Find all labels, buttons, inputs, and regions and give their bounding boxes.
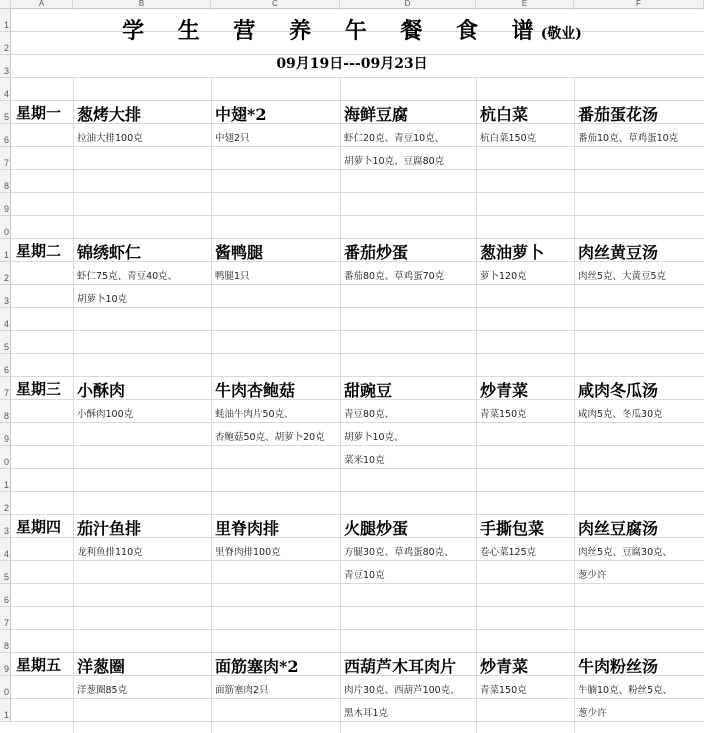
day-label: 星期三 bbox=[16, 380, 62, 398]
dish-ingredients[interactable]: 牛腩10克、粉丝5克、 bbox=[578, 685, 673, 696]
day-label: 星期二 bbox=[16, 242, 62, 260]
grid-row-line bbox=[11, 146, 704, 147]
dish-ingredients[interactable]: 青豆80克、 bbox=[344, 409, 395, 420]
dish-name[interactable]: 手撕包菜 bbox=[480, 519, 545, 538]
dish-name[interactable]: 杭白菜 bbox=[480, 105, 529, 124]
row-header[interactable]: 5 bbox=[0, 561, 11, 584]
grid-row-line bbox=[11, 238, 704, 239]
dish-ingredients[interactable]: 面筋塞肉2只 bbox=[215, 685, 269, 696]
dish-ingredients[interactable]: 葱少许 bbox=[578, 708, 607, 719]
row-header[interactable]: 0 bbox=[0, 676, 11, 699]
grid-row-line bbox=[11, 652, 704, 653]
dish-ingredients[interactable]: 青菜150克 bbox=[480, 685, 527, 696]
dish-ingredients[interactable]: 萝卜120克 bbox=[480, 271, 527, 282]
dish-name[interactable]: 牛肉粉丝汤 bbox=[578, 657, 659, 676]
row-header[interactable]: 9 bbox=[0, 193, 11, 216]
dish-name[interactable]: 炒青菜 bbox=[480, 381, 529, 400]
row-header[interactable]: 8 bbox=[0, 170, 11, 193]
row-header[interactable]: 1 bbox=[0, 699, 11, 722]
date-range[interactable]: 09月19日---09月23日 bbox=[276, 56, 428, 72]
row-header[interactable]: 5 bbox=[0, 101, 11, 124]
row-header[interactable]: 1 bbox=[0, 239, 11, 262]
dish-ingredients[interactable]: 小酥肉100克 bbox=[77, 409, 134, 420]
menu-subtitle: (敬业) bbox=[540, 26, 582, 42]
row-header[interactable]: 2 bbox=[0, 492, 11, 515]
day-label: 星期五 bbox=[16, 656, 62, 674]
dish-name[interactable]: 番茄蛋花汤 bbox=[578, 105, 659, 124]
grid-row-line bbox=[11, 330, 704, 331]
row-header[interactable]: 6 bbox=[0, 584, 11, 607]
dish-ingredients[interactable]: 黑木耳1克 bbox=[344, 708, 389, 719]
grid-row-line bbox=[11, 698, 704, 699]
dish-ingredients[interactable]: 龙利鱼排110克 bbox=[77, 547, 143, 558]
grid-row-line bbox=[11, 353, 704, 354]
dish-ingredients[interactable]: 虾仁20克、青豆10克、 bbox=[344, 133, 445, 144]
grid-column-line bbox=[340, 78, 341, 733]
day-label: 星期一 bbox=[16, 104, 62, 122]
grid-row-line bbox=[11, 560, 704, 561]
dish-ingredients[interactable]: 番茄80克、草鸡蛋70克 bbox=[344, 271, 445, 282]
grid-row-line bbox=[11, 77, 704, 78]
dish-name[interactable]: 牛肉杏鲍菇 bbox=[215, 381, 296, 400]
row-header[interactable]: 1 bbox=[0, 9, 11, 32]
grid-row-line bbox=[11, 583, 704, 584]
dish-name[interactable]: 中翅*2 bbox=[215, 105, 267, 124]
row-header[interactable]: 8 bbox=[0, 630, 11, 653]
dish-name[interactable]: 番茄炒蛋 bbox=[344, 243, 409, 262]
row-header[interactable]: 7 bbox=[0, 147, 11, 170]
grid-column-line bbox=[211, 78, 212, 733]
dish-ingredients[interactable]: 咸肉5克、冬瓜30克 bbox=[578, 409, 663, 420]
column-header-c[interactable]: C bbox=[211, 0, 340, 9]
row-header[interactable]: 2 bbox=[0, 262, 11, 285]
grid-row-line bbox=[11, 307, 704, 308]
row-header[interactable]: 7 bbox=[0, 607, 11, 630]
row-header[interactable]: 0 bbox=[0, 446, 11, 469]
dish-name[interactable]: 茄汁鱼排 bbox=[77, 519, 142, 538]
dish-name[interactable]: 葱油萝卜 bbox=[480, 243, 545, 262]
grid-column-line bbox=[574, 78, 575, 733]
dish-ingredients[interactable]: 肉丝5克、大黄豆5克 bbox=[578, 271, 667, 282]
dish-name[interactable]: 里脊肉排 bbox=[215, 519, 280, 538]
dish-ingredients[interactable]: 蚝油牛肉片50克、 bbox=[215, 409, 294, 420]
grid-column-line bbox=[476, 78, 477, 733]
grid-row-line bbox=[11, 445, 704, 446]
grid-row-line bbox=[11, 468, 704, 469]
column-header-d[interactable]: D bbox=[340, 0, 476, 9]
grid-row-line bbox=[11, 215, 704, 216]
row-header[interactable]: 1 bbox=[0, 469, 11, 492]
column-header-a[interactable]: A bbox=[11, 0, 73, 9]
dish-name[interactable]: 甜豌豆 bbox=[344, 381, 393, 400]
dish-name[interactable]: 锦绣虾仁 bbox=[77, 243, 142, 262]
dish-name[interactable]: 炒青菜 bbox=[480, 657, 529, 676]
row-header[interactable]: 8 bbox=[0, 400, 11, 423]
dish-ingredients[interactable]: 拉油大排100克 bbox=[77, 133, 143, 144]
day-label: 星期四 bbox=[16, 518, 62, 536]
dish-name[interactable]: 葱烤大排 bbox=[77, 105, 142, 124]
dish-ingredients[interactable]: 葱少许 bbox=[578, 570, 607, 581]
dish-ingredients[interactable]: 方腿30克、草鸡蛋80克、 bbox=[344, 547, 454, 558]
dish-ingredients[interactable]: 里脊肉排100克 bbox=[215, 547, 281, 558]
row-header[interactable]: 5 bbox=[0, 331, 11, 354]
dish-ingredients[interactable]: 胡萝卜10克 bbox=[77, 294, 128, 305]
dish-ingredients[interactable]: 肉丝5克、豆腐30克、 bbox=[578, 547, 673, 558]
row-header[interactable]: 3 bbox=[0, 285, 11, 308]
grid-row-line bbox=[11, 629, 704, 630]
dish-ingredients[interactable]: 番茄10克、草鸡蛋10克 bbox=[578, 133, 679, 144]
grid-row-line bbox=[11, 514, 704, 515]
grid-column-line bbox=[73, 78, 74, 733]
grid-row-line bbox=[11, 376, 704, 377]
dish-ingredients[interactable]: 杏鲍菇50克、胡萝卜20克 bbox=[215, 432, 325, 443]
row-header[interactable]: 7 bbox=[0, 377, 11, 400]
grid-row-line bbox=[11, 169, 704, 170]
dish-name[interactable]: 西葫芦木耳肉片 bbox=[344, 657, 457, 676]
row-header[interactable]: 9 bbox=[0, 653, 11, 676]
grid-row-line bbox=[11, 192, 704, 193]
row-header[interactable]: 0 bbox=[0, 216, 11, 239]
row-header[interactable]: 4 bbox=[0, 78, 11, 101]
dish-name[interactable]: 洋葱圈 bbox=[77, 657, 126, 676]
grid-row-line bbox=[11, 721, 704, 722]
grid-row-line bbox=[11, 606, 704, 607]
dish-ingredients[interactable]: 杭白菜150克 bbox=[480, 133, 537, 144]
dish-ingredients[interactable]: 胡萝卜10克、 bbox=[344, 432, 404, 443]
dish-ingredients[interactable]: 洋葱圈85克 bbox=[77, 685, 128, 696]
select-all-corner[interactable] bbox=[0, 0, 11, 9]
dish-ingredients[interactable]: 卷心菜125克 bbox=[480, 547, 537, 558]
dish-ingredients[interactable]: 菜米10克 bbox=[344, 455, 385, 466]
grid-row-line bbox=[11, 422, 704, 423]
dish-name[interactable]: 面筋塞肉*2 bbox=[215, 657, 299, 676]
dish-ingredients[interactable]: 胡萝卜10克、豆腐80克 bbox=[344, 156, 445, 167]
dish-name[interactable]: 咸肉冬瓜汤 bbox=[578, 381, 659, 400]
row-header[interactable]: 3 bbox=[0, 515, 11, 538]
dish-ingredients[interactable]: 肉片30克、西葫芦100克、 bbox=[344, 685, 460, 696]
row-header[interactable]: 4 bbox=[0, 308, 11, 331]
dish-ingredients[interactable]: 中翅2只 bbox=[215, 133, 250, 144]
row-header[interactable]: 6 bbox=[0, 354, 11, 377]
menu-title-text: 学 生 营 养 午 餐 食 谱 bbox=[122, 18, 547, 44]
menu-title[interactable] bbox=[0, 14, 704, 45]
dish-name[interactable]: 酱鸭腿 bbox=[215, 243, 264, 262]
dish-name[interactable]: 海鲜豆腐 bbox=[344, 105, 409, 124]
row-header[interactable]: 6 bbox=[0, 124, 11, 147]
dish-name[interactable]: 小酥肉 bbox=[77, 381, 126, 400]
dish-name[interactable]: 火腿炒蛋 bbox=[344, 519, 409, 538]
dish-ingredients[interactable]: 青豆10克 bbox=[344, 570, 385, 581]
dish-name[interactable]: 肉丝黄豆汤 bbox=[578, 243, 659, 262]
dish-name[interactable]: 肉丝豆腐汤 bbox=[578, 519, 659, 538]
dish-ingredients[interactable]: 青菜150克 bbox=[480, 409, 527, 420]
row-header[interactable]: 3 bbox=[0, 55, 11, 78]
dish-ingredients[interactable]: 鸭腿1只 bbox=[215, 271, 250, 282]
grid-row-line bbox=[11, 100, 704, 101]
column-header-e[interactable]: E bbox=[476, 0, 574, 9]
grid-row-line bbox=[11, 284, 704, 285]
row-header[interactable]: 2 bbox=[0, 32, 11, 55]
dish-ingredients[interactable]: 虾仁75克、青豆40克、 bbox=[77, 271, 178, 282]
grid-row-line bbox=[11, 491, 704, 492]
row-header[interactable]: 4 bbox=[0, 538, 11, 561]
row-header[interactable]: 9 bbox=[0, 423, 11, 446]
column-header-f[interactable]: F bbox=[574, 0, 704, 9]
column-header-b[interactable]: B bbox=[73, 0, 211, 9]
